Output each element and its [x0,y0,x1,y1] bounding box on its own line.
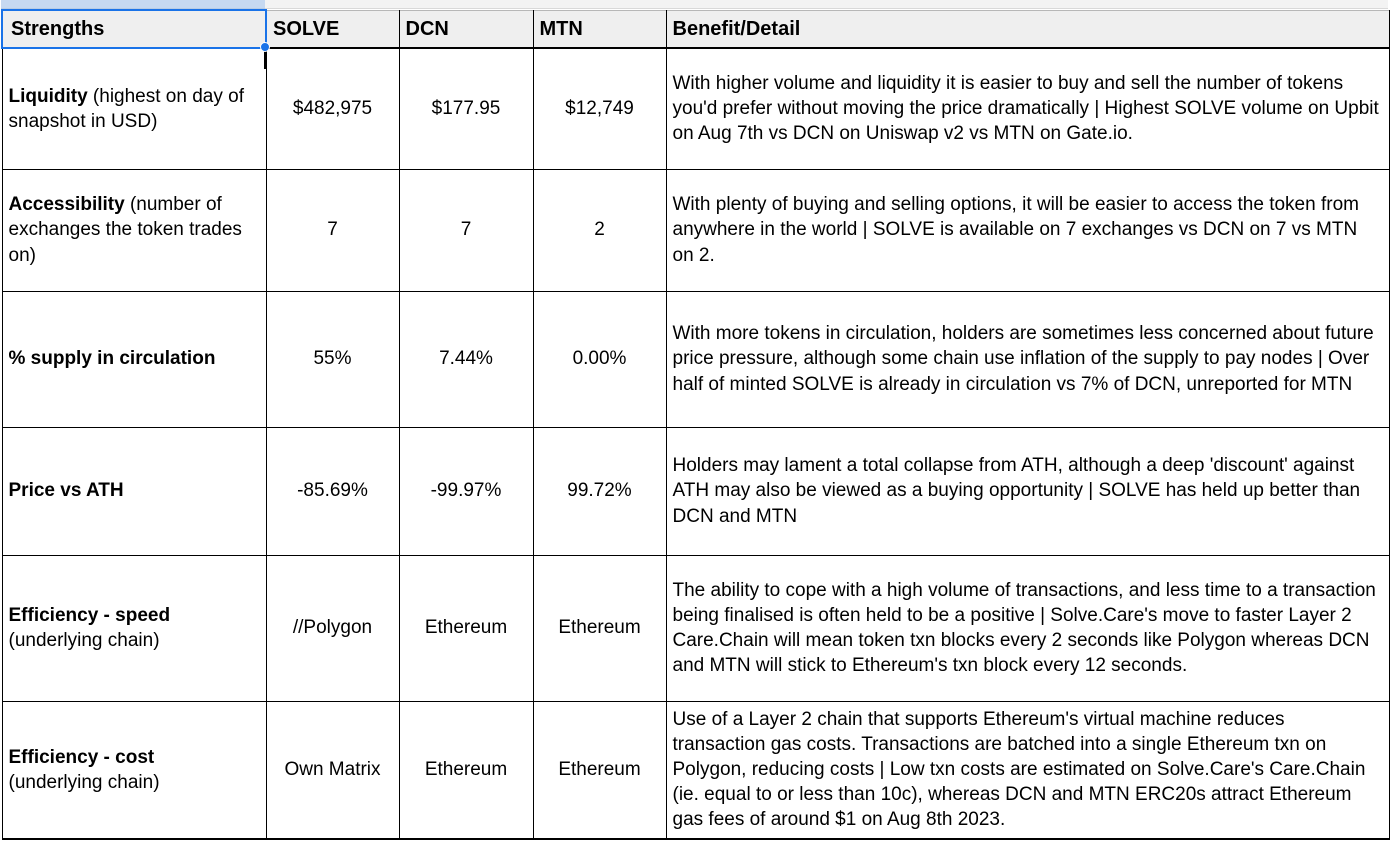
cell-dcn-efficiency-cost[interactable]: Ethereum [399,701,533,839]
cell-mtn-supply[interactable]: 0.00% [533,291,666,427]
table-row [2,701,1389,839]
row-label-supply-in-circulation[interactable] [2,291,266,427]
column-band [265,0,1388,9]
cell-benefit-accessibility[interactable]: With plenty of buying and selling options, it will be easier to access the token from anywhere in the world | SOLVE is available on 7 exchanges vs DCN on 7 vs MTN on 2. [666,169,1389,291]
row-label-accessibility[interactable] [2,169,266,291]
cell-benefit-liquidity[interactable]: With higher volume and liquidity it is easier to buy and sell the number of tokens you'd prefer without moving the price dramatically | Highest SOLVE volume on Upbit on Aug 7th vs DCN on Uniswap v2 vs MTN on Gate.io. [666,48,1389,169]
cell-solve-efficiency-cost[interactable]: Own Matrix [266,701,399,839]
cell-dcn-liquidity[interactable]: $177.95 [399,48,533,169]
cell-benefit-efficiency-speed[interactable]: The ability to cope with a high volume of transactions, and less time to a transaction being finalised is often held to be a positive | Solve.Care's move to faster Layer 2 Care.Chain will mean token txn blocks every 2 seconds like Polygon whereas DCN and MTN will stick to Ethereum's txn block every 12 seconds. [666,555,1389,701]
row-label-bold: Liquidity [8,85,88,107]
table-row [2,169,1389,291]
cell-dcn-price-vs-ath[interactable]: -99.97% [399,427,533,555]
row-label-bold: Price vs ATH [8,480,124,502]
header-cell-solve[interactable]: SOLVE [266,10,399,48]
table-row [2,555,1389,701]
cell-mtn-accessibility[interactable]: 2 [533,169,666,291]
cell-dcn-efficiency-speed[interactable]: Ethereum [399,555,533,701]
row-label-rest: (highest on day of snapshot in USD) [8,85,244,132]
cell-solve-accessibility[interactable]: 7 [266,169,399,291]
header-label-strengths: Strengths [11,17,105,40]
row-label-rest: (underlying chain) [8,630,160,651]
row-label-liquidity[interactable] [2,48,266,169]
cell-benefit-supply[interactable]: With more tokens in circulation, holders are sometimes less concerned about future price pressure, although some chain use inflation of the supply to pay nodes | Over half of minted SOLVE is already in circulation vs 7% of DCN, unreported for MTN [666,291,1389,427]
table-header-row [2,10,1389,48]
cell-benefit-price-vs-ath[interactable]: Holders may lament a total collapse from ATH, although a deep 'discount' against ATH may also be viewed as a buying opportunity | SOLVE has held up better than DCN and MTN [666,427,1389,555]
cell-mtn-liquidity[interactable]: $12,749 [533,48,666,169]
row-label-bold: Efficiency - speed [8,604,171,626]
table-row [2,48,1389,169]
cell-solve-efficiency-speed[interactable]: //Polygon [266,555,399,701]
row-label-bold: % supply in circulation [8,348,216,370]
cell-dcn-supply[interactable]: 7.44% [399,291,533,427]
fill-handle-guide [264,51,266,69]
header-cell-benefit-detail[interactable]: Benefit/Detail [666,10,1389,48]
header-cell-strengths[interactable] [2,10,266,48]
cell-mtn-efficiency-cost[interactable]: Ethereum [533,701,666,839]
cell-solve-liquidity[interactable]: $482,975 [266,48,399,169]
row-label-bold: Efficiency - cost [8,746,155,768]
header-cell-mtn[interactable]: MTN [533,10,666,48]
row-label-efficiency-speed[interactable] [2,555,266,701]
cell-solve-supply[interactable]: 55% [266,291,399,427]
row-label-price-vs-ath[interactable] [2,427,266,555]
table-row [2,291,1389,427]
table-row [2,427,1389,555]
row-label-bold: Accessibility [8,194,125,216]
header-cell-dcn[interactable]: DCN [399,10,533,48]
row-label-rest: (underlying chain) [8,771,160,793]
row-label-rest: (number of exchanges the token trades on) [8,194,242,266]
selected-column-band [1,0,265,9]
cell-mtn-efficiency-speed[interactable]: Ethereum [533,555,666,701]
cell-mtn-price-vs-ath[interactable]: 99.72% [533,427,666,555]
cell-solve-price-vs-ath[interactable]: -85.69% [266,427,399,555]
cell-dcn-accessibility[interactable]: 7 [399,169,533,291]
row-label-efficiency-cost[interactable] [2,701,266,839]
comparison-table [1,9,1390,840]
fill-handle[interactable] [260,42,270,52]
cell-benefit-efficiency-cost[interactable]: Use of a Layer 2 chain that supports Ethereum's virtual machine reduces transaction gas costs. Transactions are batched into a single Ethereum txn on Polygon, reducing costs | Low txn costs are estimated on Solve.Care's Care.Chain (ie. equal to or less than 10c), whereas DCN and MTN ERC20s attract Ethereum gas fees of around $1 on Aug 8th 2023. [666,701,1389,839]
